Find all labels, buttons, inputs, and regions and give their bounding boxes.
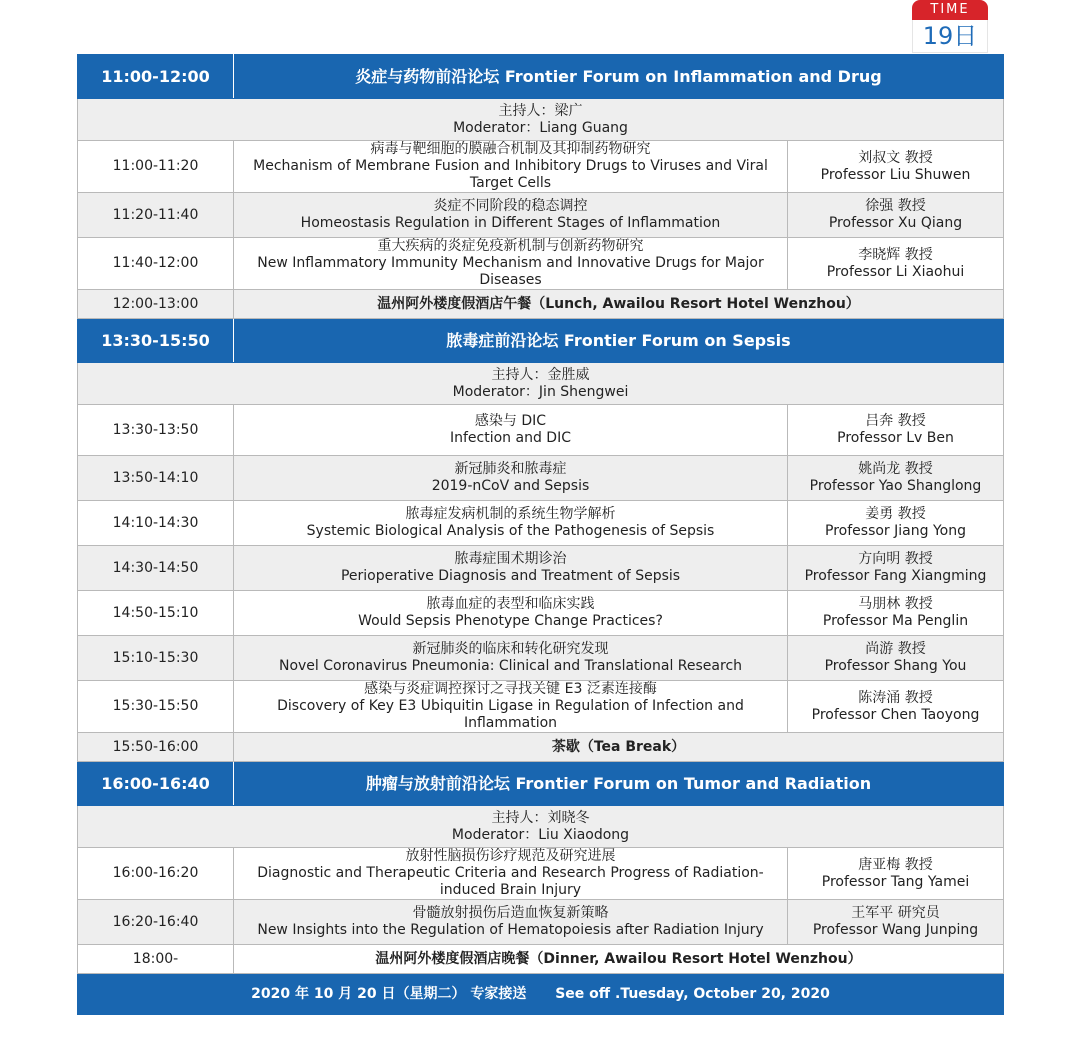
speaker-cn: 刘叔文 教授 (858, 149, 933, 166)
topic-en: New Insights into the Regulation of Hematopoiesis after Radiation Injury (257, 922, 764, 938)
moderator-en: Moderator：Liang Guang (453, 119, 628, 136)
speaker-en: Professor Shang You (824, 658, 967, 674)
see-off-en: See off .Tuesday, October 20, 2020 (555, 985, 830, 1002)
talk-speaker (788, 238, 1004, 290)
break-time: 15:50-16:00 (78, 733, 234, 762)
talk-time: 15:30-15:50 (78, 681, 234, 733)
talk-topic (234, 546, 788, 591)
talk-topic (234, 848, 788, 900)
moderator-en: Moderator：Jin Shengwei (452, 383, 629, 400)
topic-cn: 感染与炎症调控探讨之寻找关键 E3 泛素连接酶 (364, 681, 657, 697)
talk-time: 14:30-14:50 (78, 546, 234, 591)
date-tab-day: 19日 (912, 20, 988, 53)
speaker-en: Professor Fang Xiangming (804, 568, 987, 584)
talk-time: 11:20-11:40 (78, 193, 234, 238)
session-time: 13:30-15:50 (78, 319, 234, 363)
topic-en: Diagnostic and Therapeutic Criteria and Research Progress of Radiation-induced Brain Injury (257, 865, 764, 898)
talk-speaker (788, 636, 1004, 681)
see-off-cell (78, 974, 1004, 1015)
topic-en: Discovery of Key E3 Ubiquitin Ligase in Regulation of Infection and Inflammation (277, 698, 744, 731)
session-header-row (78, 55, 1004, 99)
talk-speaker (788, 405, 1004, 456)
speaker-cn: 尚游 教授 (865, 641, 926, 657)
speaker-cn: 徐强 教授 (865, 198, 926, 214)
speaker-cn: 姚尚龙 教授 (858, 461, 933, 477)
talk-topic (234, 405, 788, 456)
speaker-cn: 姜勇 教授 (865, 506, 926, 522)
moderator-cn: 主持人：刘晓冬 (491, 809, 590, 826)
session-title: 肿瘤与放射前沿论坛 Frontier Forum on Tumor and Radiation (234, 762, 1004, 806)
topic-cn: 脓毒症发病机制的系统生物学解析 (405, 506, 616, 522)
moderator-row (78, 99, 1004, 141)
speaker-en: Professor Lv Ben (837, 430, 954, 446)
topic-en: 2019-nCoV and Sepsis (431, 478, 590, 494)
topic-cn: 骨髓放射损伤后造血恢复新策略 (412, 905, 609, 921)
speaker-en: Professor Liu Shuwen (820, 166, 971, 183)
speaker-en: Professor Xu Qiang (828, 215, 963, 231)
talk-topic (234, 501, 788, 546)
talk-row (78, 405, 1004, 456)
speaker-cn: 唐亚梅 教授 (858, 856, 933, 873)
speaker-en: Professor Li Xiaohui (826, 263, 965, 280)
talk-topic (234, 456, 788, 501)
talk-time: 16:20-16:40 (78, 900, 234, 945)
talk-row (78, 238, 1004, 290)
talk-time: 14:50-15:10 (78, 591, 234, 636)
topic-cn: 脓毒血症的表型和临床实践 (426, 596, 595, 612)
session-header-row (78, 762, 1004, 806)
talk-time: 11:00-11:20 (78, 141, 234, 193)
topic-cn: 病毒与靶细胞的膜融合机制及其抑制药物研究 (370, 141, 651, 157)
topic-en: Mechanism of Membrane Fusion and Inhibitory Drugs to Viruses and Viral Target Cells (253, 158, 768, 191)
talk-speaker (788, 501, 1004, 546)
topic-en: Homeostasis Regulation in Different Stages of Inflammation (300, 215, 721, 231)
talk-row (78, 848, 1004, 900)
talk-speaker (788, 591, 1004, 636)
topic-en: New Inflammatory Immunity Mechanism and Innovative Drugs for Major Diseases (257, 255, 764, 288)
topic-en: Would Sepsis Phenotype Change Practices? (358, 613, 663, 629)
moderator-row (78, 363, 1004, 405)
session-time: 11:00-12:00 (78, 55, 234, 99)
topic-cn: 新冠肺炎和脓毒症 (454, 461, 567, 477)
talk-speaker (788, 681, 1004, 733)
talk-row (78, 900, 1004, 945)
break-text: 温州阿外楼度假酒店午餐（Lunch, Awailou Resort Hotel Wenzhou） (234, 290, 1004, 319)
speaker-en: Professor Tang Yamei (821, 873, 970, 890)
topic-en: Novel Coronavirus Pneumonia: Clinical and Translational Research (278, 658, 743, 674)
speaker-en: Professor Jiang Yong (825, 523, 966, 539)
break-row (78, 945, 1004, 974)
moderator-cell (78, 99, 1004, 141)
talk-row (78, 456, 1004, 501)
topic-cn: 炎症不同阶段的稳态调控 (433, 198, 588, 214)
speaker-cn: 方向明 教授 (858, 551, 933, 567)
speaker-en: Professor Yao Shanglong (809, 478, 982, 494)
talk-row (78, 501, 1004, 546)
topic-cn: 感染与 DIC (474, 413, 547, 429)
talk-topic (234, 636, 788, 681)
break-text: 茶歇（Tea Break） (234, 733, 1004, 762)
talk-speaker (788, 546, 1004, 591)
topic-en: Systemic Biological Analysis of the Pathogenesis of Sepsis (306, 523, 715, 539)
talk-time: 11:40-12:00 (78, 238, 234, 290)
topic-en: Perioperative Diagnosis and Treatment of Sepsis (340, 568, 681, 584)
session-header-row (78, 319, 1004, 363)
talk-speaker (788, 848, 1004, 900)
talk-time: 15:10-15:30 (78, 636, 234, 681)
talk-row (78, 591, 1004, 636)
date-tab (912, 0, 988, 52)
speaker-cn: 马朋林 教授 (858, 596, 933, 612)
moderator-en: Moderator：Liu Xiaodong (451, 826, 630, 843)
session-time: 16:00-16:40 (78, 762, 234, 806)
talk-time: 14:10-14:30 (78, 501, 234, 546)
talk-speaker (788, 456, 1004, 501)
talk-speaker (788, 900, 1004, 945)
talk-time: 13:30-13:50 (78, 405, 234, 456)
session-title: 炎症与药物前沿论坛 Frontier Forum on Inflammation and Drug (234, 55, 1004, 99)
talk-row (78, 681, 1004, 733)
topic-cn: 新冠肺炎的临床和转化研究发现 (412, 641, 609, 657)
topic-en: Infection and DIC (450, 430, 571, 446)
talk-speaker (788, 141, 1004, 193)
talk-row (78, 636, 1004, 681)
speaker-cn: 吕奔 教授 (865, 413, 926, 429)
talk-time: 13:50-14:10 (78, 456, 234, 501)
speaker-en: Professor Ma Penglin (822, 613, 969, 629)
session-title: 脓毒症前沿论坛 Frontier Forum on Sepsis (234, 319, 1004, 363)
talk-topic (234, 141, 788, 193)
topic-cn: 放射性脑损伤诊疗规范及研究进展 (405, 848, 616, 864)
moderator-cn: 主持人：梁广 (498, 102, 583, 119)
moderator-cn: 主持人：金胜威 (491, 366, 590, 383)
see-off-cn: 2020 年 10 月 20 日（星期二） 专家接送 (251, 985, 527, 1002)
schedule-table (77, 54, 1004, 1015)
speaker-cn: 陈涛涌 教授 (858, 689, 933, 706)
talk-topic (234, 681, 788, 733)
talk-topic (234, 591, 788, 636)
break-row (78, 290, 1004, 319)
speaker-en: Professor Chen Taoyong (811, 706, 980, 723)
talk-row (78, 193, 1004, 238)
topic-cn: 重大疾病的炎症免疫新机制与创新药物研究 (377, 238, 644, 254)
speaker-cn: 王军平 研究员 (851, 905, 940, 921)
date-tab-label: TIME (912, 0, 988, 20)
talk-row (78, 546, 1004, 591)
break-row (78, 733, 1004, 762)
talk-row (78, 141, 1004, 193)
talk-topic (234, 193, 788, 238)
topic-cn: 脓毒症围术期诊治 (454, 551, 567, 567)
talk-topic (234, 238, 788, 290)
break-time: 18:00- (78, 945, 234, 974)
talk-topic (234, 900, 788, 945)
speaker-en: Professor Wang Junping (812, 922, 979, 938)
moderator-cell (78, 363, 1004, 405)
see-off-row (78, 974, 1004, 1015)
moderator-row (78, 806, 1004, 848)
break-text: 温州阿外楼度假酒店晚餐（Dinner, Awailou Resort Hotel Wenzhou） (234, 945, 1004, 974)
talk-time: 16:00-16:20 (78, 848, 234, 900)
speaker-cn: 李晓辉 教授 (858, 246, 933, 263)
moderator-cell (78, 806, 1004, 848)
talk-speaker (788, 193, 1004, 238)
break-time: 12:00-13:00 (78, 290, 234, 319)
